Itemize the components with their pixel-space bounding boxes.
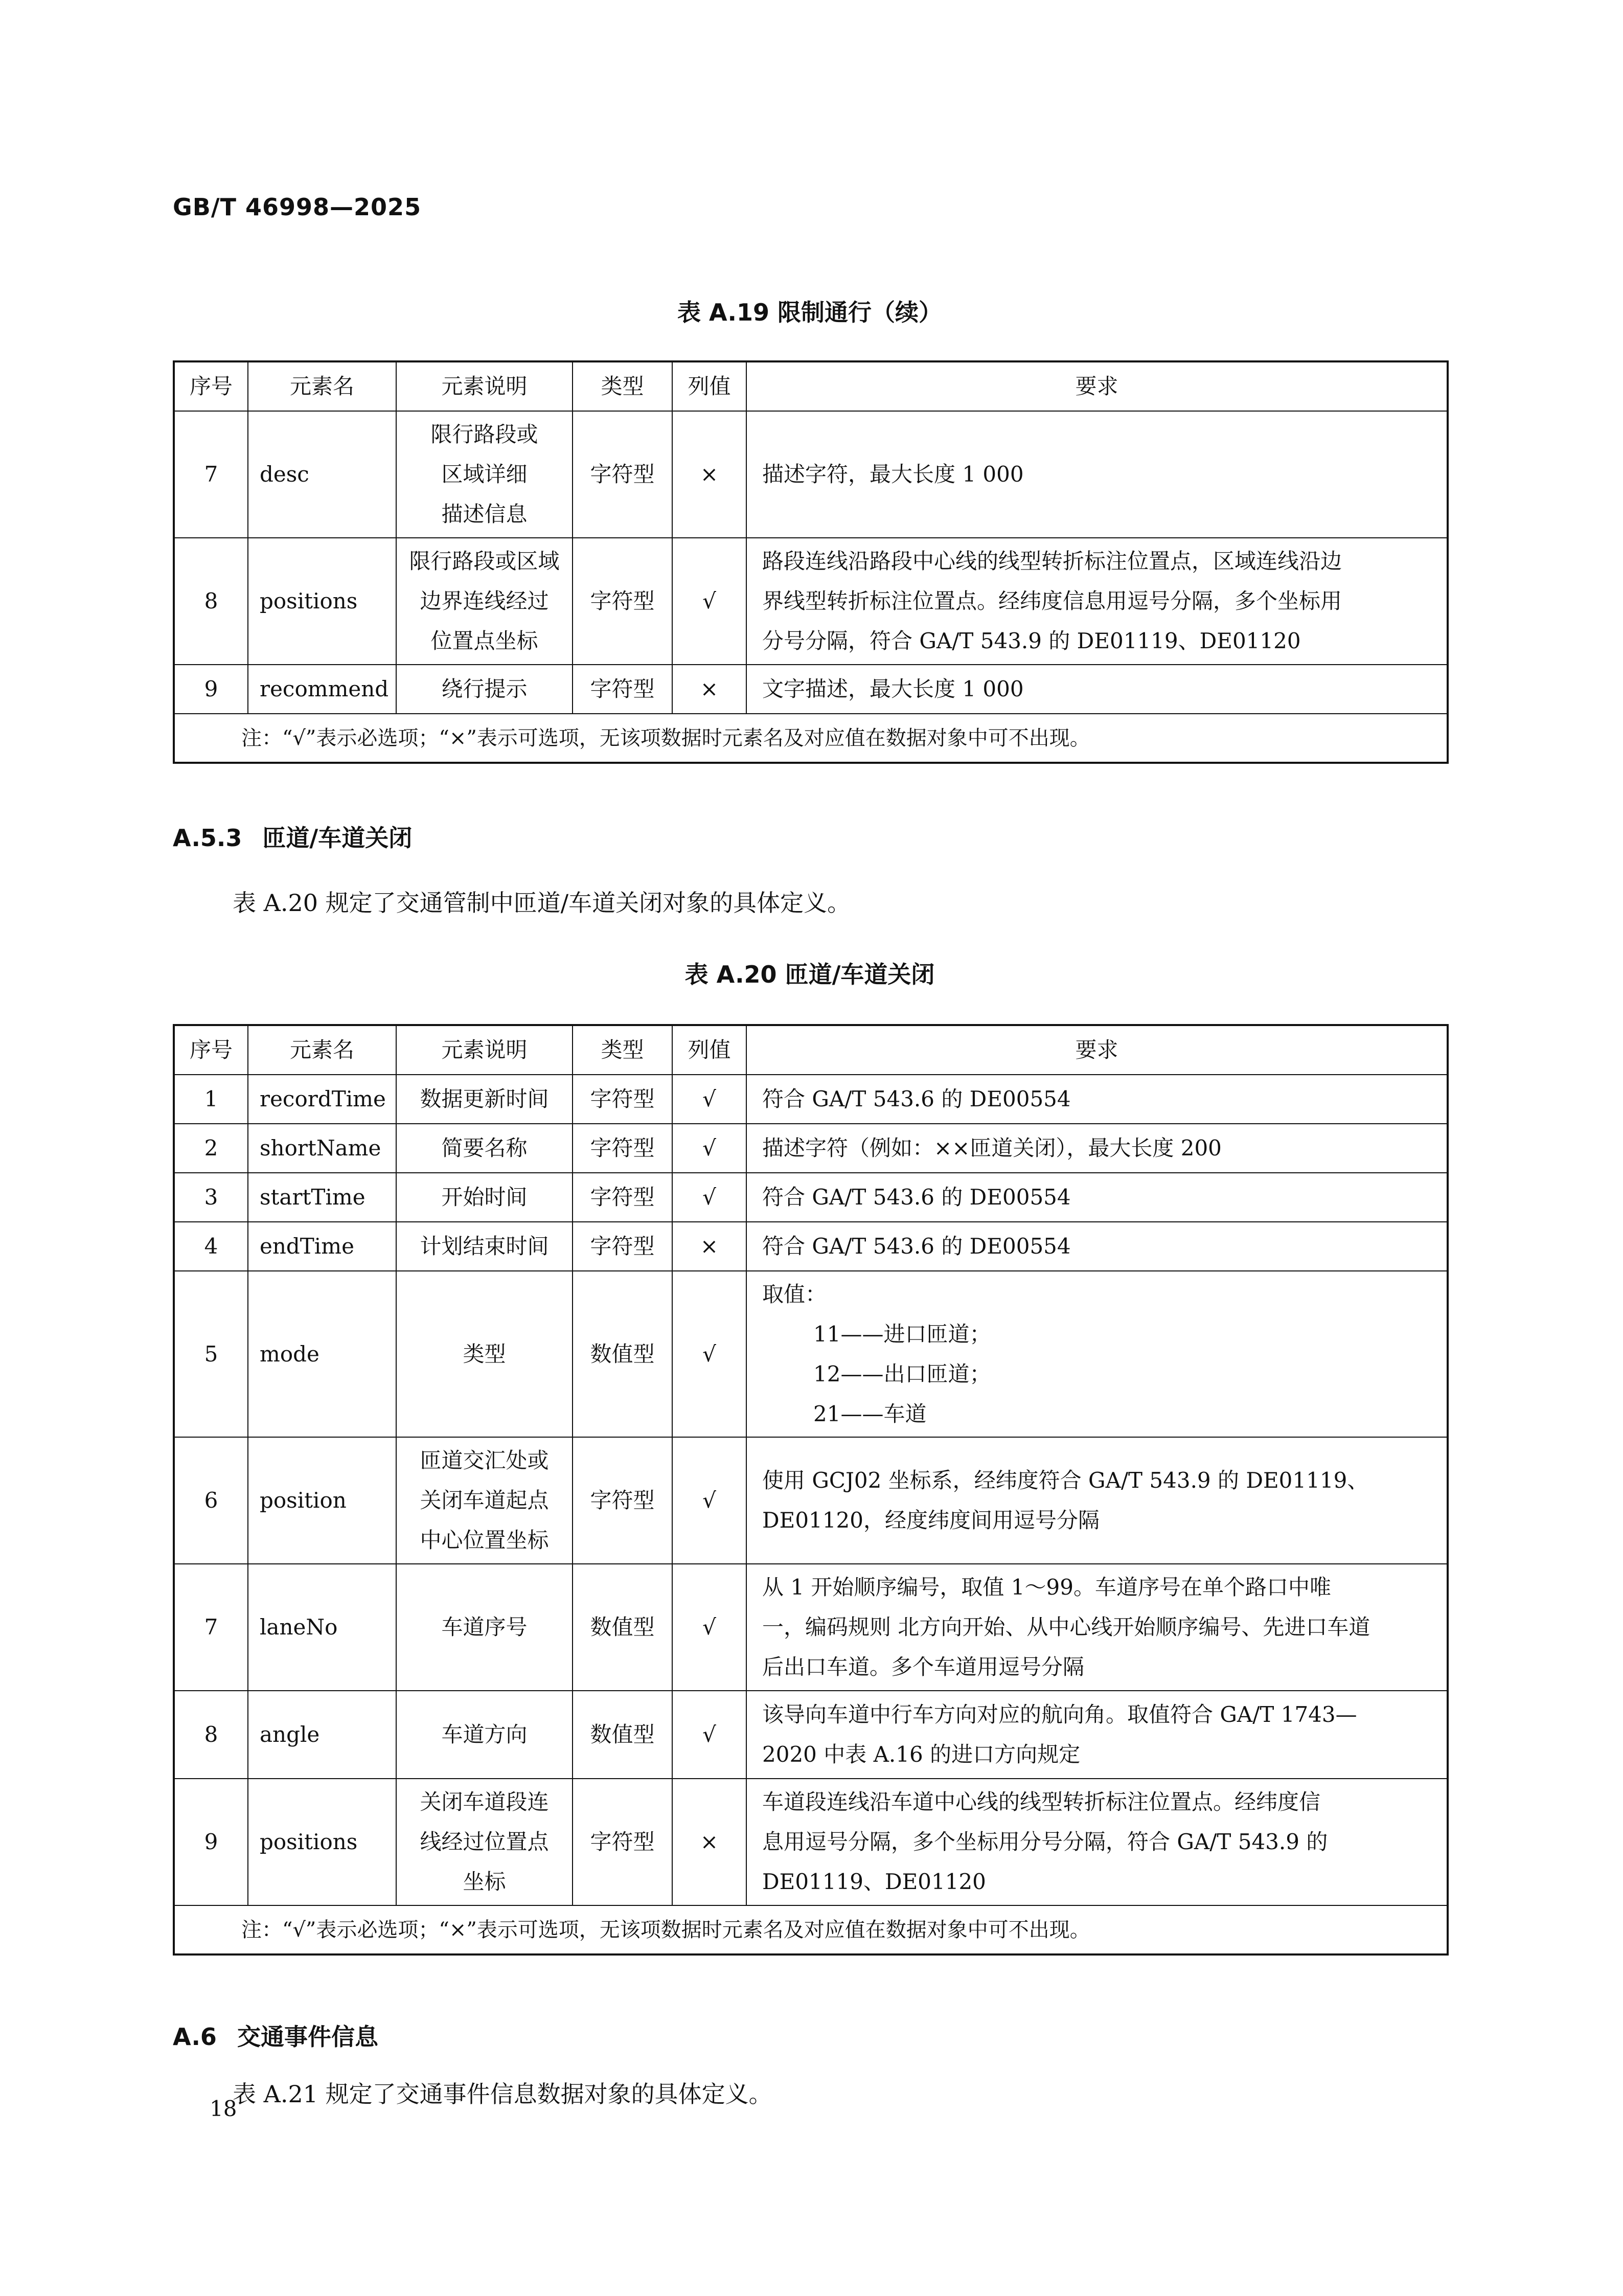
section-title: 交通事件信息 xyxy=(237,2023,378,2051)
required-mark: × xyxy=(672,411,746,538)
req-line: 界线型转折标注位置点。经纬度信息用逗号分隔，多个坐标用 xyxy=(762,588,1342,613)
element-name: angle xyxy=(248,1691,396,1779)
header-cell: 类型 xyxy=(573,361,672,411)
element-type: 数值型 xyxy=(573,1691,672,1779)
value-option: 21——车道 xyxy=(813,1401,927,1426)
req-line: 息用逗号分隔，多个坐标用分号分隔，符合 GA/T 543.9 的 xyxy=(762,1829,1328,1854)
element-description xyxy=(396,665,573,714)
req-line: DE01119、DE01120 xyxy=(762,1869,986,1894)
element-name: laneNo xyxy=(248,1564,396,1691)
element-type: 字符型 xyxy=(573,665,672,714)
element-description xyxy=(396,1075,573,1124)
desc-line: 开始时间 xyxy=(441,1185,528,1210)
table-note: 注：“√”表示必选项；“×”表示可选项，无该项数据时元素名及对应值在数据对象中可不出现。 xyxy=(174,1905,1448,1954)
section-paragraph: 表 A.20 规定了交通管制中匝道/车道关闭对象的具体定义。 xyxy=(233,889,851,917)
desc-line: 线经过位置点 xyxy=(420,1829,549,1854)
header-cell: 列值 xyxy=(672,361,746,411)
desc-line: 关闭车道段连 xyxy=(420,1789,549,1814)
section-heading-a53 xyxy=(173,820,412,853)
desc-line: 计划结束时间 xyxy=(420,1234,549,1259)
desc-line: 匝道交汇处或 xyxy=(420,1448,549,1473)
req-line: 描述字符，最大长度 1 000 xyxy=(762,462,1024,487)
row-number: 3 xyxy=(174,1173,248,1222)
req-line: 取值： xyxy=(762,1281,827,1307)
table-row xyxy=(174,1779,1448,1905)
row-number: 7 xyxy=(174,1564,248,1691)
row-number: 5 xyxy=(174,1271,248,1437)
requirement xyxy=(746,665,1448,714)
table-a20-caption: 表 A.20 匝道/车道关闭 xyxy=(684,961,935,988)
required-mark: √ xyxy=(672,1124,746,1173)
desc-line: 中心位置坐标 xyxy=(420,1528,549,1553)
element-description xyxy=(396,1222,573,1271)
header-cell: 元素说明 xyxy=(396,361,573,411)
value-option: 11——进口匝道； xyxy=(813,1321,991,1347)
desc-line: 车道方向 xyxy=(441,1722,528,1747)
required-mark: × xyxy=(672,1779,746,1905)
table-a19-header-row xyxy=(174,361,1448,411)
header-cell: 元素说明 xyxy=(396,1025,573,1075)
desc-line: 简要名称 xyxy=(441,1135,528,1161)
header-cell: 类型 xyxy=(573,1025,672,1075)
desc-line: 边界连线经过 xyxy=(420,588,549,613)
element-name: recommend xyxy=(248,665,396,714)
desc-line: 关闭车道起点 xyxy=(420,1488,549,1513)
requirement xyxy=(746,1075,1448,1124)
requirement xyxy=(746,1124,1448,1173)
element-description xyxy=(396,1437,573,1564)
requirement xyxy=(746,1437,1448,1564)
row-number: 6 xyxy=(174,1437,248,1564)
req-line: 文字描述，最大长度 1 000 xyxy=(762,676,1024,701)
section-paragraph: 表 A.21 规定了交通事件信息数据对象的具体定义。 xyxy=(233,2080,772,2108)
req-line: 该导向车道中行车方向对应的航向角。取值符合 GA/T 1743— xyxy=(762,1702,1357,1727)
requirement xyxy=(746,411,1448,538)
requirement xyxy=(746,1222,1448,1271)
req-line: 符合 GA/T 543.6 的 DE00554 xyxy=(762,1234,1071,1259)
table-row xyxy=(174,1437,1448,1564)
req-line: 符合 GA/T 543.6 的 DE00554 xyxy=(762,1086,1071,1111)
page-number: 18 xyxy=(210,2096,237,2121)
section-number: A.6 xyxy=(173,2023,217,2051)
desc-line: 类型 xyxy=(463,1341,506,1367)
header-cell: 要求 xyxy=(746,1025,1448,1075)
desc-line: 数据更新时间 xyxy=(420,1086,549,1111)
table-a19 xyxy=(173,360,1449,764)
table-a20 xyxy=(173,1024,1449,1956)
section-heading-a6 xyxy=(173,2018,378,2052)
element-type: 字符型 xyxy=(573,538,672,665)
desc-line: 限行路段或区域 xyxy=(409,549,560,574)
required-mark: × xyxy=(672,1222,746,1271)
desc-line: 坐标 xyxy=(463,1869,506,1894)
value-option: 12——出口匝道； xyxy=(813,1361,991,1386)
table-row xyxy=(174,1124,1448,1173)
desc-line: 绕行提示 xyxy=(441,676,528,701)
desc-line: 车道序号 xyxy=(441,1615,528,1640)
element-name: positions xyxy=(248,1779,396,1905)
table-a20-header-row xyxy=(174,1025,1448,1075)
requirement xyxy=(746,1691,1448,1779)
element-name: positions xyxy=(248,538,396,665)
element-name: recordTime xyxy=(248,1075,396,1124)
element-description xyxy=(396,1271,573,1437)
req-line: 路段连线沿路段中心线的线型转折标注位置点，区域连线沿边 xyxy=(762,549,1342,574)
req-line: 后出口车道。多个车道用逗号分隔 xyxy=(762,1654,1085,1679)
element-type: 数值型 xyxy=(573,1564,672,1691)
element-type: 字符型 xyxy=(573,1222,672,1271)
req-line: 2020 中表 A.16 的进口方向规定 xyxy=(762,1742,1081,1767)
element-type: 字符型 xyxy=(573,1124,672,1173)
element-name: shortName xyxy=(248,1124,396,1173)
element-description xyxy=(396,1779,573,1905)
element-type: 字符型 xyxy=(573,1173,672,1222)
desc-line: 区域详细 xyxy=(441,462,528,487)
element-name: startTime xyxy=(248,1173,396,1222)
element-description xyxy=(396,411,573,538)
req-line: 一，编码规则 北方向开始、从中心线开始顺序编号、先进口车道 xyxy=(762,1615,1370,1640)
row-number: 9 xyxy=(174,665,248,714)
table-note-row xyxy=(174,714,1448,763)
row-number: 2 xyxy=(174,1124,248,1173)
row-number: 8 xyxy=(174,538,248,665)
required-mark: √ xyxy=(672,538,746,665)
req-line: 车道段连线沿车道中心线的线型转折标注位置点。经纬度信 xyxy=(762,1789,1321,1814)
table-row xyxy=(174,538,1448,665)
element-type: 字符型 xyxy=(573,1075,672,1124)
section-number: A.5.3 xyxy=(173,824,242,852)
table-row xyxy=(174,1173,1448,1222)
element-type: 字符型 xyxy=(573,411,672,538)
required-mark: √ xyxy=(672,1437,746,1564)
header-cell: 序号 xyxy=(174,1025,248,1075)
req-line: 描述字符（例如：××匝道关闭），最大长度 200 xyxy=(762,1135,1222,1161)
table-row xyxy=(174,1271,1448,1437)
req-line: 符合 GA/T 543.6 的 DE00554 xyxy=(762,1185,1071,1210)
element-type: 数值型 xyxy=(573,1271,672,1437)
req-line: DE01120，经度纬度间用逗号分隔 xyxy=(762,1508,1100,1533)
header-cell: 列值 xyxy=(672,1025,746,1075)
req-line: 使用 GCJ02 坐标系，经纬度符合 GA/T 543.9 的 DE01119、 xyxy=(762,1468,1369,1493)
table-row xyxy=(174,411,1448,538)
header-cell: 要求 xyxy=(746,361,1448,411)
required-mark: √ xyxy=(672,1564,746,1691)
element-description xyxy=(396,1124,573,1173)
requirement xyxy=(746,1779,1448,1905)
doc-code: GB/T 46998—2025 xyxy=(173,193,422,221)
desc-line: 位置点坐标 xyxy=(430,628,538,653)
element-name: mode xyxy=(248,1271,396,1437)
required-mark: √ xyxy=(672,1173,746,1222)
element-description xyxy=(396,538,573,665)
req-line: 从 1 开始顺序编号，取值 1～99。车道序号在单个路口中唯 xyxy=(762,1575,1331,1600)
element-name: endTime xyxy=(248,1222,396,1271)
table-row xyxy=(174,1564,1448,1691)
row-number: 9 xyxy=(174,1779,248,1905)
requirement xyxy=(746,1173,1448,1222)
required-mark: √ xyxy=(672,1271,746,1437)
table-note: 注：“√”表示必选项；“×”表示可选项，无该项数据时元素名及对应值在数据对象中可不出现。 xyxy=(174,714,1448,763)
table-row xyxy=(174,1222,1448,1271)
required-mark: × xyxy=(672,665,746,714)
desc-line: 描述信息 xyxy=(441,502,528,527)
table-row xyxy=(174,1691,1448,1779)
table-row xyxy=(174,665,1448,714)
element-description xyxy=(396,1173,573,1222)
requirement xyxy=(746,538,1448,665)
element-type: 字符型 xyxy=(573,1437,672,1564)
element-description xyxy=(396,1691,573,1779)
row-number: 4 xyxy=(174,1222,248,1271)
table-a19-caption: 表 A.19 限制通行（续） xyxy=(677,299,942,326)
requirement xyxy=(746,1564,1448,1691)
element-name: position xyxy=(248,1437,396,1564)
row-number: 8 xyxy=(174,1691,248,1779)
header-cell: 元素名 xyxy=(248,1025,396,1075)
table-row xyxy=(174,1075,1448,1124)
header-cell: 元素名 xyxy=(248,361,396,411)
req-line: 分号分隔，符合 GA/T 543.9 的 DE01119、DE01120 xyxy=(762,628,1301,653)
table-note-row xyxy=(174,1905,1448,1954)
row-number: 7 xyxy=(174,411,248,538)
section-title: 匝道/车道关闭 xyxy=(262,824,413,852)
element-description xyxy=(396,1564,573,1691)
element-type: 字符型 xyxy=(573,1779,672,1905)
row-number: 1 xyxy=(174,1075,248,1124)
required-mark: √ xyxy=(672,1075,746,1124)
required-mark: √ xyxy=(672,1691,746,1779)
header-cell: 序号 xyxy=(174,361,248,411)
desc-line: 限行路段或 xyxy=(430,422,538,447)
requirement xyxy=(746,1271,1448,1437)
element-name: desc xyxy=(248,411,396,538)
